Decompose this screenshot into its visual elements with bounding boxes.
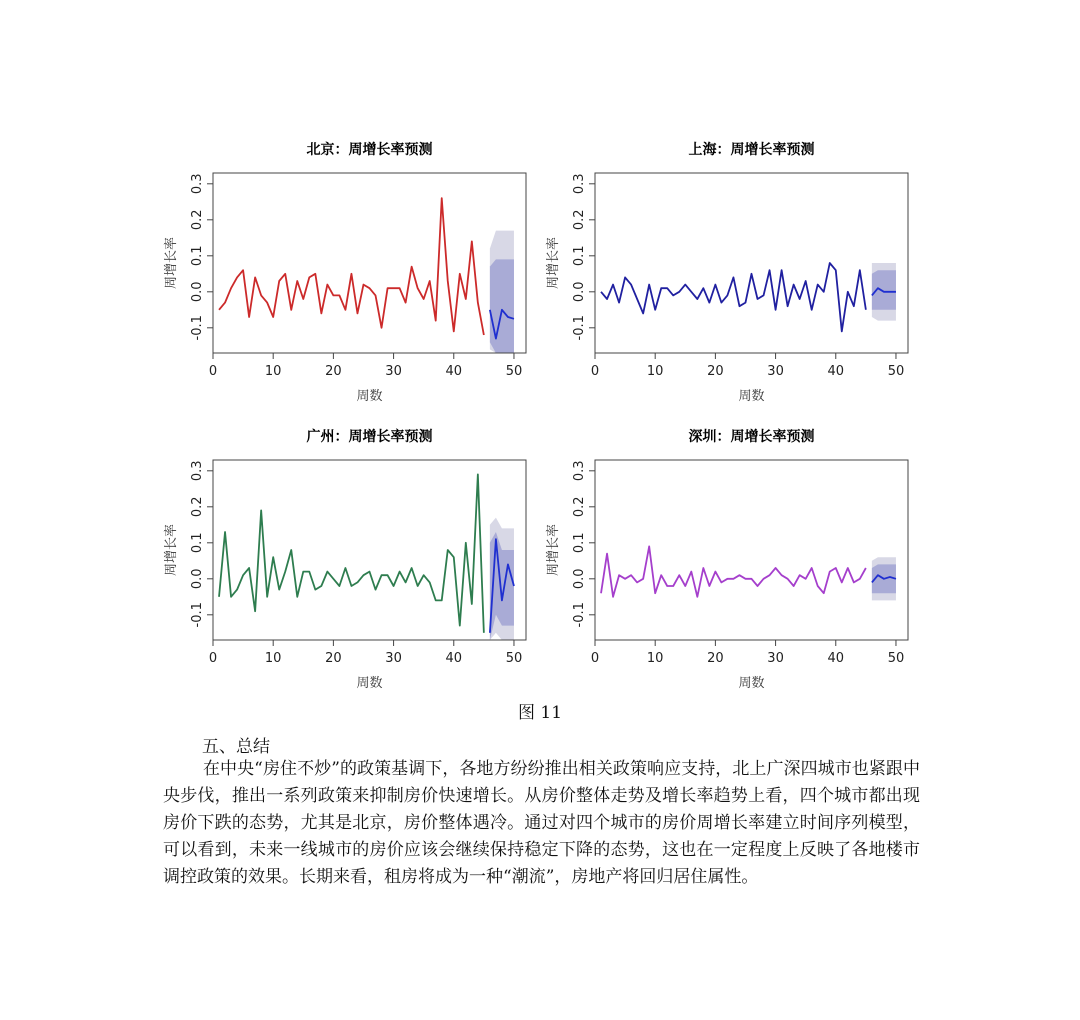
x-tick-label: 30 bbox=[385, 364, 402, 379]
y-tick-label: 0.2 bbox=[190, 496, 205, 518]
y-tick-label: 0.0 bbox=[572, 281, 587, 303]
plot-frame bbox=[213, 173, 526, 353]
y-tick-label: 0.0 bbox=[190, 568, 205, 590]
y-tick-label: 0.2 bbox=[190, 209, 205, 231]
x-tick-label: 50 bbox=[887, 364, 905, 379]
x-axis-label: 周数 bbox=[356, 389, 383, 404]
x-tick-label: 0 bbox=[208, 651, 218, 666]
y-tick-label: 0.1 bbox=[190, 245, 205, 267]
chart-title: 上海：周增长率预测 bbox=[688, 142, 815, 158]
y-tick-label: 0.3 bbox=[572, 460, 587, 482]
x-tick-label: 40 bbox=[827, 651, 845, 666]
x-tick-label: 10 bbox=[264, 364, 282, 379]
history-line bbox=[219, 198, 484, 335]
history-line bbox=[601, 263, 866, 331]
chart-title: 深圳：周增长率预测 bbox=[688, 429, 815, 445]
y-axis-label: 周增长率 bbox=[164, 236, 179, 290]
x-tick-label: 10 bbox=[264, 651, 282, 666]
x-tick-label: 30 bbox=[767, 651, 784, 666]
x-tick-label: 40 bbox=[827, 364, 845, 379]
y-axis-label: 周增长率 bbox=[546, 236, 561, 290]
y-tick-label: 0.2 bbox=[572, 496, 587, 518]
plot-area bbox=[601, 263, 896, 331]
y-tick-label: 0.0 bbox=[572, 568, 587, 590]
x-tick-label: 20 bbox=[325, 651, 342, 666]
x-tick-label: 30 bbox=[767, 364, 784, 379]
section-heading: 五、总结 bbox=[202, 737, 270, 757]
history-line bbox=[601, 546, 866, 596]
chart-title: 广州：周增长率预测 bbox=[306, 429, 433, 445]
y-tick-label: -0.1 bbox=[572, 315, 587, 341]
figure-caption: 图 11 bbox=[517, 703, 563, 723]
y-tick-label: 0.0 bbox=[190, 281, 205, 303]
x-tick-label: 0 bbox=[590, 364, 600, 379]
y-tick-label: -0.1 bbox=[572, 602, 587, 628]
summary-paragraph: 在中央“房住不炒”的政策基调下，各地方纷纷推出相关政策响应支持，北上广深四城市也紧跟中央步伐，推出一系列政策来抑制房价快速增长。从房价整体走势及增长率趋势上看，四个城市都出现房价下跌的态势，尤其是北京，房价整体遇冷。通过对四个城市的房价周增长率建立时间序列模型，可以看到，未来一线城市的房价应该会继续保持稳定下降的态势，这也在一定程度上反映了各地楼市调控政策的效果。长期来看，租房将成为一种“潮流”，房地产将回归居住属性。 bbox=[163, 759, 920, 887]
x-axis-label: 周数 bbox=[738, 389, 765, 404]
y-tick-label: 0.3 bbox=[190, 173, 205, 195]
plot-frame bbox=[595, 173, 908, 353]
x-tick-label: 0 bbox=[590, 651, 600, 666]
x-axis-label: 周数 bbox=[738, 676, 765, 691]
chart-shanghai bbox=[542, 130, 927, 410]
chart-title: 北京：周增长率预测 bbox=[306, 142, 433, 158]
x-tick-label: 20 bbox=[325, 364, 342, 379]
plot-area bbox=[601, 546, 896, 600]
plot-frame bbox=[595, 460, 908, 640]
y-tick-label: 0.3 bbox=[190, 460, 205, 482]
y-tick-label: 0.2 bbox=[572, 209, 587, 231]
x-tick-label: 10 bbox=[646, 651, 664, 666]
chart-beijing bbox=[160, 130, 545, 410]
chart-shenzhen bbox=[542, 417, 927, 697]
x-tick-label: 40 bbox=[445, 364, 463, 379]
x-tick-label: 50 bbox=[887, 651, 905, 666]
x-axis-label: 周数 bbox=[356, 676, 383, 691]
x-tick-label: 0 bbox=[208, 364, 218, 379]
y-tick-label: -0.1 bbox=[190, 315, 205, 341]
x-tick-label: 20 bbox=[707, 651, 724, 666]
forecast-band-80 bbox=[490, 259, 514, 353]
x-tick-label: 20 bbox=[707, 364, 724, 379]
y-tick-label: 0.1 bbox=[190, 532, 205, 554]
plot-area bbox=[219, 198, 514, 353]
y-tick-label: 0.1 bbox=[572, 532, 587, 554]
x-tick-label: 10 bbox=[646, 364, 664, 379]
x-tick-label: 30 bbox=[385, 651, 402, 666]
chart-guangzhou bbox=[160, 417, 545, 697]
plot-area bbox=[219, 474, 514, 640]
y-tick-label: 0.1 bbox=[572, 245, 587, 267]
y-tick-label: -0.1 bbox=[190, 602, 205, 628]
y-axis-label: 周增长率 bbox=[546, 523, 561, 577]
y-tick-label: 0.3 bbox=[572, 173, 587, 195]
x-tick-label: 40 bbox=[445, 651, 463, 666]
y-axis-label: 周增长率 bbox=[164, 523, 179, 577]
history-line bbox=[219, 474, 484, 632]
x-tick-label: 50 bbox=[505, 364, 523, 379]
x-tick-label: 50 bbox=[505, 651, 523, 666]
